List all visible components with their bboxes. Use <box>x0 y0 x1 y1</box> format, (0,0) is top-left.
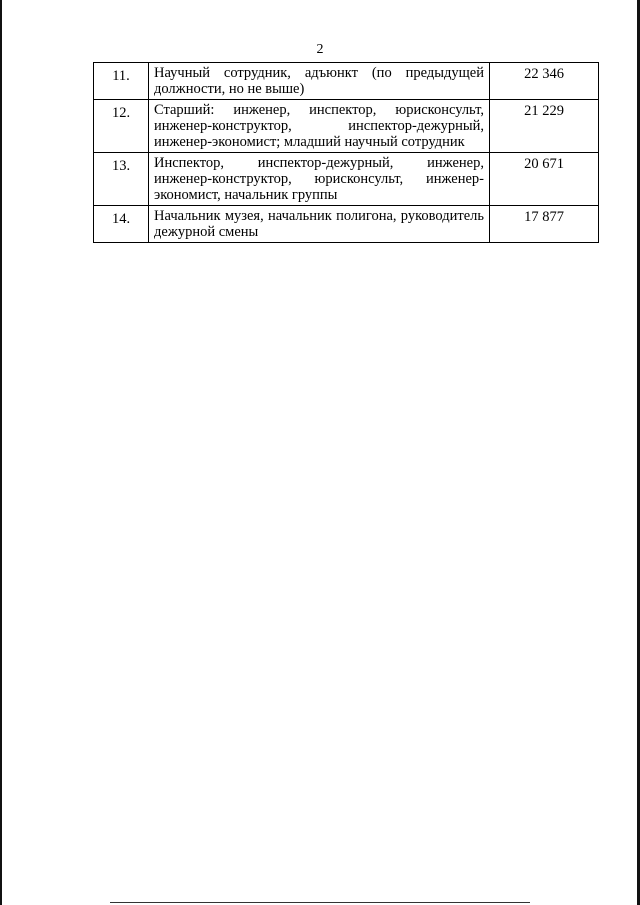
position-title <box>149 153 490 206</box>
position-title-text: Научный сотрудник, адъюнкт (по предыдущей должности, но не выше) <box>154 65 484 97</box>
salary-amount: 20 671 <box>490 153 599 206</box>
table-row <box>94 100 599 153</box>
position-salary-table <box>93 62 599 243</box>
position-title-text: Начальник музея, начальник полигона, руководитель дежурной смены <box>154 208 484 240</box>
position-title <box>149 100 490 153</box>
table-row <box>94 63 599 100</box>
position-title-text: Инспектор, инспектор-дежурный, инженер, инженер-конструктор, юрисконсульт, инженер-экономист, начальник группы <box>154 155 484 203</box>
salary-amount: 21 229 <box>490 100 599 153</box>
scan-edge-left <box>0 0 2 905</box>
row-number: 13. <box>94 153 149 206</box>
row-number: 14. <box>94 206 149 243</box>
salary-amount: 22 346 <box>490 63 599 100</box>
position-title <box>149 63 490 100</box>
table-row <box>94 206 599 243</box>
table-row <box>94 153 599 206</box>
page-number: 2 <box>316 42 324 57</box>
row-number: 11. <box>94 63 149 100</box>
scan-edge-bottom <box>110 902 530 903</box>
position-title <box>149 206 490 243</box>
row-number: 12. <box>94 100 149 153</box>
salary-amount: 17 877 <box>490 206 599 243</box>
position-title-text: Старший: инженер, инспектор, юрисконсульт, инженер-конструктор, инспектор-дежурный, инженер-экономист; младший научный сотрудник <box>154 102 484 150</box>
